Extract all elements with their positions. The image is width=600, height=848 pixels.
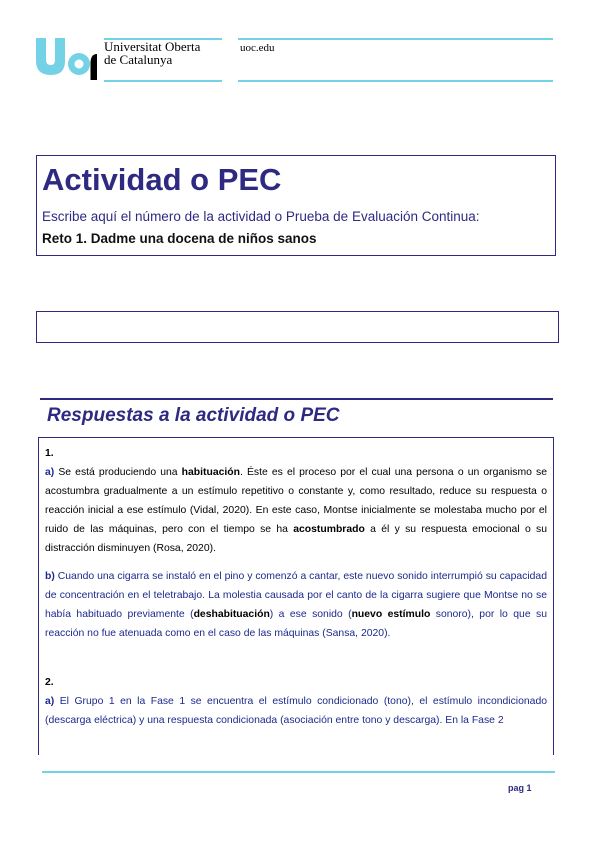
- answer-1a: [45, 463, 547, 558]
- responses-heading: Respuestas a la actividad o PEC: [47, 405, 340, 426]
- page-number: pag 1: [508, 783, 532, 793]
- answer-1b-text3: sonoro), por lo que su reacción no fue atenuada como en el caso de las máquinas (Sansa, 2020).: [45, 609, 547, 639]
- university-name-line1: Universitat Oberta: [104, 39, 201, 54]
- question-2-number: 2.: [45, 677, 54, 688]
- answer-1b-bold2: nuevo estímulo: [351, 609, 431, 620]
- activity-reto: Reto 1. Dadme una docena de niños sanos: [42, 231, 317, 246]
- header-rule-bottom-left: [104, 80, 222, 82]
- answer-1a-bold2: acostumbrado: [293, 524, 365, 535]
- uoc-url-link[interactable]: uoc.edu: [240, 42, 275, 54]
- uoc-logo: [35, 38, 97, 80]
- responses-rule: [40, 398, 553, 400]
- answer-1b: [45, 567, 547, 643]
- answer-1a-label: a): [45, 467, 55, 478]
- answer-1b-text2: ) a ese sonido (: [269, 609, 352, 620]
- answers-box[interactable]: [38, 437, 554, 755]
- uoc-logo-mark: [35, 38, 97, 80]
- university-name-line2: de Catalunya: [104, 52, 173, 67]
- university-name: [104, 40, 200, 66]
- answer-1b-text1: Cuando una cigarra se instaló en el pino y comenzó a cantar, este nuevo sonido interrumpió su capacidad de concentración en el teletrabajo. La molestia causada por el canto de la cigarra sugiere que Montse no se había habituado previamente (: [45, 571, 547, 620]
- answer-2a-label: a): [45, 696, 55, 707]
- answer-1a-text1: Se está produciendo una: [54, 467, 182, 478]
- student-info-box[interactable]: [36, 311, 559, 343]
- footer-rule: [42, 771, 555, 773]
- answer-1b-bold1: deshabituación: [193, 609, 270, 620]
- answer-1a-bold1: habituación: [181, 467, 240, 478]
- answer-1b-label: b): [45, 571, 55, 582]
- question-gap: [45, 643, 547, 673]
- header-rule-top-right: [238, 38, 553, 40]
- answer-1a-text2: . Éste es el proceso por el cual una persona o un organismo se acostumbra gradualmente a un estímulo repetitivo o constante y, como resultado, reduce su respuesta o reacción inicial a ese estímulo (Vidal, 2020). En este caso, Montse inicialmente se molestaba mucho por el ruido de las máquinas, pero con el tiempo se ha: [45, 467, 547, 535]
- answer-1a-text3: a él y su respuesta emocional o su distracción disminuyen (Rosa, 2020).: [45, 524, 547, 554]
- activity-title-box: [36, 155, 556, 256]
- question-1-number: 1.: [45, 448, 54, 459]
- answer-2a-text1: El Grupo 1 en la Fase 1 se encuentra el estímulo condicionado (tono), el estímulo incondicionado (descarga eléctrica) y una respuesta condicionada (asociación entre tono y descarga). En la Fase 2: [45, 696, 547, 726]
- activity-subtitle: Escribe aquí el número de la actividad o Prueba de Evaluación Continua:: [42, 209, 480, 224]
- paragraph-gap: [45, 558, 547, 567]
- header-rule-bottom-right: [238, 80, 553, 82]
- answer-2a: [45, 692, 547, 730]
- activity-title: Actividad o PEC: [42, 162, 282, 197]
